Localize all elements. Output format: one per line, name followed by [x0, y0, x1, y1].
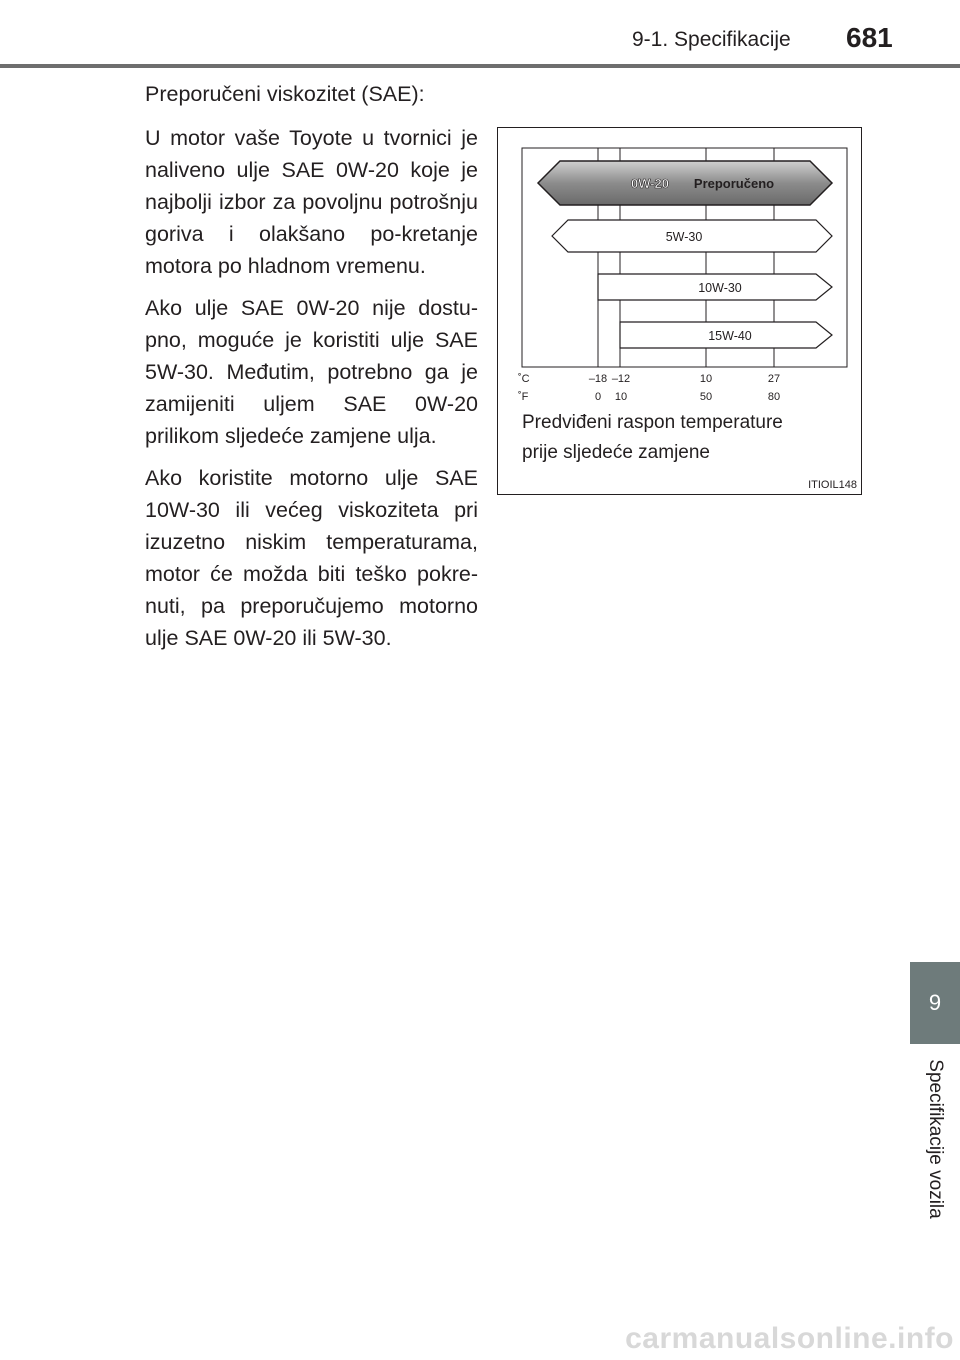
- chapter-tab-label: [910, 1044, 960, 1234]
- fahrenheit-tick-label: 80: [767, 391, 781, 403]
- viscosity-chart-figure: [497, 127, 862, 495]
- celsius-tick-label: –18: [588, 373, 608, 385]
- fahrenheit-tick-label: 10: [614, 391, 628, 403]
- grade-label: 0W-20: [630, 176, 670, 191]
- caption-line: Predviđeni raspon temperature: [522, 412, 783, 433]
- paragraph: Ako ulje SAE 0W-20 nije dostu-pno, moguće je koristiti ulje SAE 5W-30. Međutim, potrebno ga je zamijeniti uljem SAE 0W-20 prilikom sljedeće zamjene ulja.: [145, 296, 478, 448]
- body-text: [145, 78, 478, 664]
- chapter-number: 9: [928, 990, 942, 1015]
- caption-line: prije sljedeće zamjene: [522, 442, 710, 463]
- celsius-tick-label: 27: [767, 373, 781, 385]
- fahrenheit-unit-label: ˚F: [518, 391, 529, 403]
- chapter-title: Specifikacije vozila: [925, 1059, 946, 1219]
- page-number: 681: [846, 22, 893, 53]
- recommended-tag: Preporučeno: [693, 176, 775, 191]
- paragraph: U motor vaše Toyote u tvornici je naliveno ulje SAE 0W-20 koje je najbolji izbor za povoljnu potrošnju goriva i olakšano po-kretanje motora po hladnom vremenu.: [145, 126, 478, 278]
- fahrenheit-tick-label: 0: [594, 391, 602, 403]
- grade-arrow-0w20: [538, 161, 832, 205]
- paragraph: Ako koristite motorno ulje SAE 10W-30 ili većeg viskoziteta pri izuzetno niskim temperaturama, motor će možda biti teško pokre-nuti, pa preporučujemo motorno ulje SAE 0W-20 ili 5W-30.: [145, 466, 478, 650]
- celsius-unit-label: ˚C: [518, 373, 530, 385]
- chapter-tab: [910, 962, 960, 1044]
- celsius-tick-label: –12: [611, 373, 631, 385]
- grade-label: 15W-40: [708, 329, 752, 343]
- section-title: 9-1. Specifikacije: [632, 28, 791, 51]
- header-divider: [0, 64, 960, 68]
- watermark: carmanualsonline.info: [625, 1322, 954, 1355]
- grade-label: 5W-30: [665, 230, 703, 244]
- celsius-tick-label: 10: [699, 373, 713, 385]
- grade-label: 10W-30: [698, 281, 742, 295]
- section-heading: Preporučeni viskozitet (SAE):: [145, 82, 425, 106]
- figure-id: ITIOIL148: [808, 479, 857, 491]
- fahrenheit-tick-label: 50: [699, 391, 713, 403]
- figure-caption: [522, 408, 783, 468]
